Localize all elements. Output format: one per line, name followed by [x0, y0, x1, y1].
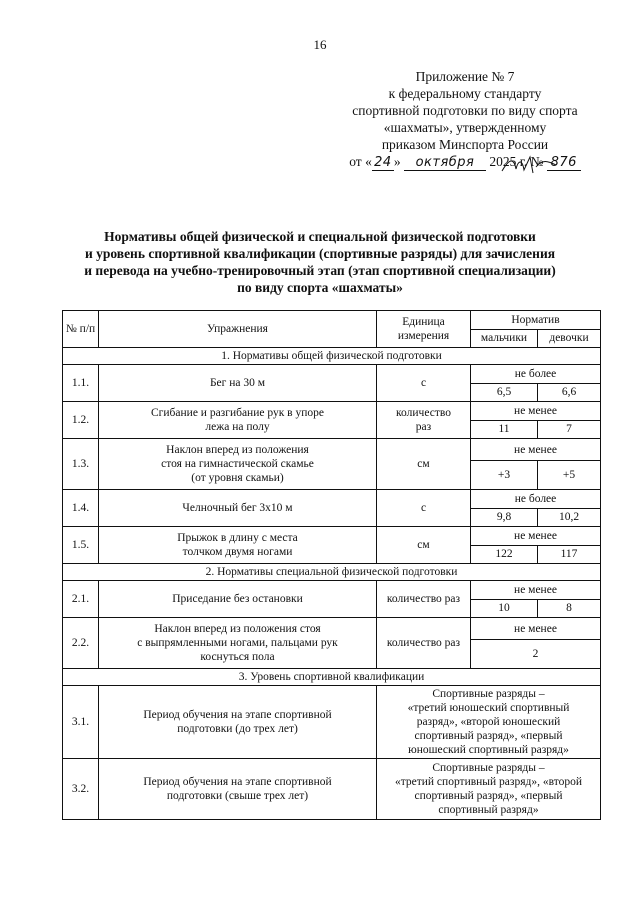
row-limit: не менее: [471, 439, 601, 461]
exercise-line: стоя на гимнастической скамье: [161, 458, 314, 470]
norms-table: [62, 310, 601, 820]
table-row: [63, 686, 601, 759]
exercise-line: подготовки (свыше трех лет): [166, 790, 309, 802]
row-limit: не более: [471, 365, 601, 384]
unit-line: раз: [415, 421, 432, 433]
order-mid: »: [393, 154, 401, 169]
exercise-line: Наклон вперед из положения стоя: [154, 623, 321, 635]
order-day: 24: [372, 156, 394, 171]
title-line: Нормативы общей физической и специальной физической подготовки: [104, 229, 536, 244]
exercise-line: подготовки (до трех лет): [177, 723, 298, 735]
row-limit: не менее: [471, 527, 601, 546]
appendix-line: спортивной подготовки по виду спорта: [352, 103, 578, 118]
table-row: [63, 759, 601, 820]
qualification-line: спортивный разряд», «первый: [414, 790, 563, 802]
row-exercise: [99, 527, 377, 564]
qualification-line: «третий спортивный разряд», «второй: [394, 776, 583, 788]
title-line: и перевода на учебно-тренировочный этап (этап спортивной специализации): [84, 263, 556, 278]
unit-line: количество: [396, 407, 451, 419]
qualification-line: юношеский спортивный разряд»: [408, 744, 569, 756]
table-row: [63, 490, 601, 509]
row-value: 2: [471, 640, 601, 669]
header-girls: девочки: [538, 329, 601, 348]
signature-mark: [500, 155, 560, 175]
section-row: [63, 669, 601, 686]
appendix-line: приказом Минспорта России: [381, 137, 549, 152]
row-unit: количество раз: [377, 581, 471, 618]
row-exercise: [99, 402, 377, 439]
row-unit: с: [377, 365, 471, 402]
row-num: 2.1.: [63, 581, 99, 618]
row-exercise: [99, 759, 377, 820]
qualification-line: Спортивные разряды –: [432, 688, 545, 700]
row-girls: 10,2: [538, 508, 601, 527]
table-row: [63, 527, 601, 546]
header-norm: Норматив: [471, 311, 601, 330]
row-qualification: [377, 686, 601, 759]
exercise-line: Наклон вперед из положения: [166, 444, 309, 456]
row-boys: 122: [471, 545, 538, 564]
table-row: [63, 402, 601, 421]
document-title: [40, 228, 600, 296]
row-num: 1.1.: [63, 365, 99, 402]
row-boys: 11: [471, 420, 538, 439]
qualification-line: Спортивные разряды –: [432, 762, 545, 774]
row-girls: 6,6: [538, 383, 601, 402]
row-num: 2.2.: [63, 618, 99, 669]
appendix-line: к федеральному стандарту: [388, 86, 542, 101]
row-unit: с: [377, 490, 471, 527]
qualification-line: спортивный разряд», «первый: [414, 730, 563, 742]
header-boys: мальчики: [471, 329, 538, 348]
exercise-line: толчком двумя ногами: [182, 546, 293, 558]
header-num: № п/п: [63, 311, 99, 348]
exercise-line: с выпрямленными ногами, пальцами рук: [137, 637, 338, 649]
row-exercise: Приседание без остановки: [99, 581, 377, 618]
title-line: и уровень спортивной квалификации (спортивные разряды) для зачисления: [84, 246, 556, 261]
header-row: [63, 311, 601, 330]
row-num: 3.1.: [63, 686, 99, 759]
title-line: по виду спорта «шахматы»: [237, 280, 403, 295]
row-limit: не более: [471, 490, 601, 509]
row-girls: 117: [538, 545, 601, 564]
row-unit: количество раз: [377, 618, 471, 669]
section-title: 1. Нормативы общей физической подготовки: [63, 348, 601, 365]
row-exercise: Челночный бег 3х10 м: [99, 490, 377, 527]
qualification-line: разряд», «второй юношеский: [416, 716, 561, 728]
exercise-line: (от уровня скамьи): [191, 472, 284, 484]
header-unit: Единица измерения: [377, 311, 471, 348]
row-boys: 6,5: [471, 383, 538, 402]
section-row: [63, 564, 601, 581]
row-girls: 7: [538, 420, 601, 439]
row-exercise: [99, 439, 377, 490]
row-girls: +5: [538, 461, 601, 490]
row-boys: +3: [471, 461, 538, 490]
row-exercise: [99, 686, 377, 759]
row-num: 1.3.: [63, 439, 99, 490]
exercise-line: Прыжок в длину с места: [177, 532, 298, 544]
row-qualification: [377, 759, 601, 820]
header-exercise: Упражнения: [99, 311, 377, 348]
appendix-line: «шахматы», утвержденному: [383, 120, 547, 135]
table-row: [63, 618, 601, 640]
appendix-header: [330, 68, 600, 171]
table-row: [63, 439, 601, 461]
exercise-line: лежа на полу: [205, 421, 270, 433]
row-limit: не менее: [471, 402, 601, 421]
section-title: 2. Нормативы специальной физической подготовки: [63, 564, 601, 581]
row-unit: см: [377, 439, 471, 490]
row-num: 3.2.: [63, 759, 99, 820]
row-exercise: Бег на 30 м: [99, 365, 377, 402]
table-row: [63, 365, 601, 384]
row-unit: см: [377, 527, 471, 564]
exercise-line: Период обучения на этапе спортивной: [143, 776, 332, 788]
exercise-line: коснуться пола: [200, 651, 275, 663]
row-boys: 9,8: [471, 508, 538, 527]
page-number: 16: [313, 37, 327, 52]
section-row: [63, 348, 601, 365]
row-girls: 8: [538, 599, 601, 618]
exercise-line: Сгибание и разгибание рук в упоре: [151, 407, 324, 419]
row-num: 1.5.: [63, 527, 99, 564]
row-num: 1.2.: [63, 402, 99, 439]
order-year: 2025 г. №: [489, 154, 544, 169]
row-unit: [377, 402, 471, 439]
table-row: [63, 581, 601, 600]
order-from: от «: [349, 154, 372, 169]
order-month: октября: [404, 156, 486, 171]
qualification-line: спортивный разряд»: [438, 804, 539, 816]
appendix-line: Приложение № 7: [415, 69, 515, 84]
row-num: 1.4.: [63, 490, 99, 527]
row-exercise: [99, 618, 377, 669]
row-boys: 10: [471, 599, 538, 618]
exercise-line: Период обучения на этапе спортивной: [143, 709, 332, 721]
order-line: [330, 153, 600, 171]
row-limit: не менее: [471, 581, 601, 600]
row-limit: не менее: [471, 618, 601, 640]
qualification-line: «третий юношеский спортивный: [407, 702, 570, 714]
section-title: 3. Уровень спортивной квалификации: [63, 669, 601, 686]
order-number: 876: [547, 156, 581, 171]
